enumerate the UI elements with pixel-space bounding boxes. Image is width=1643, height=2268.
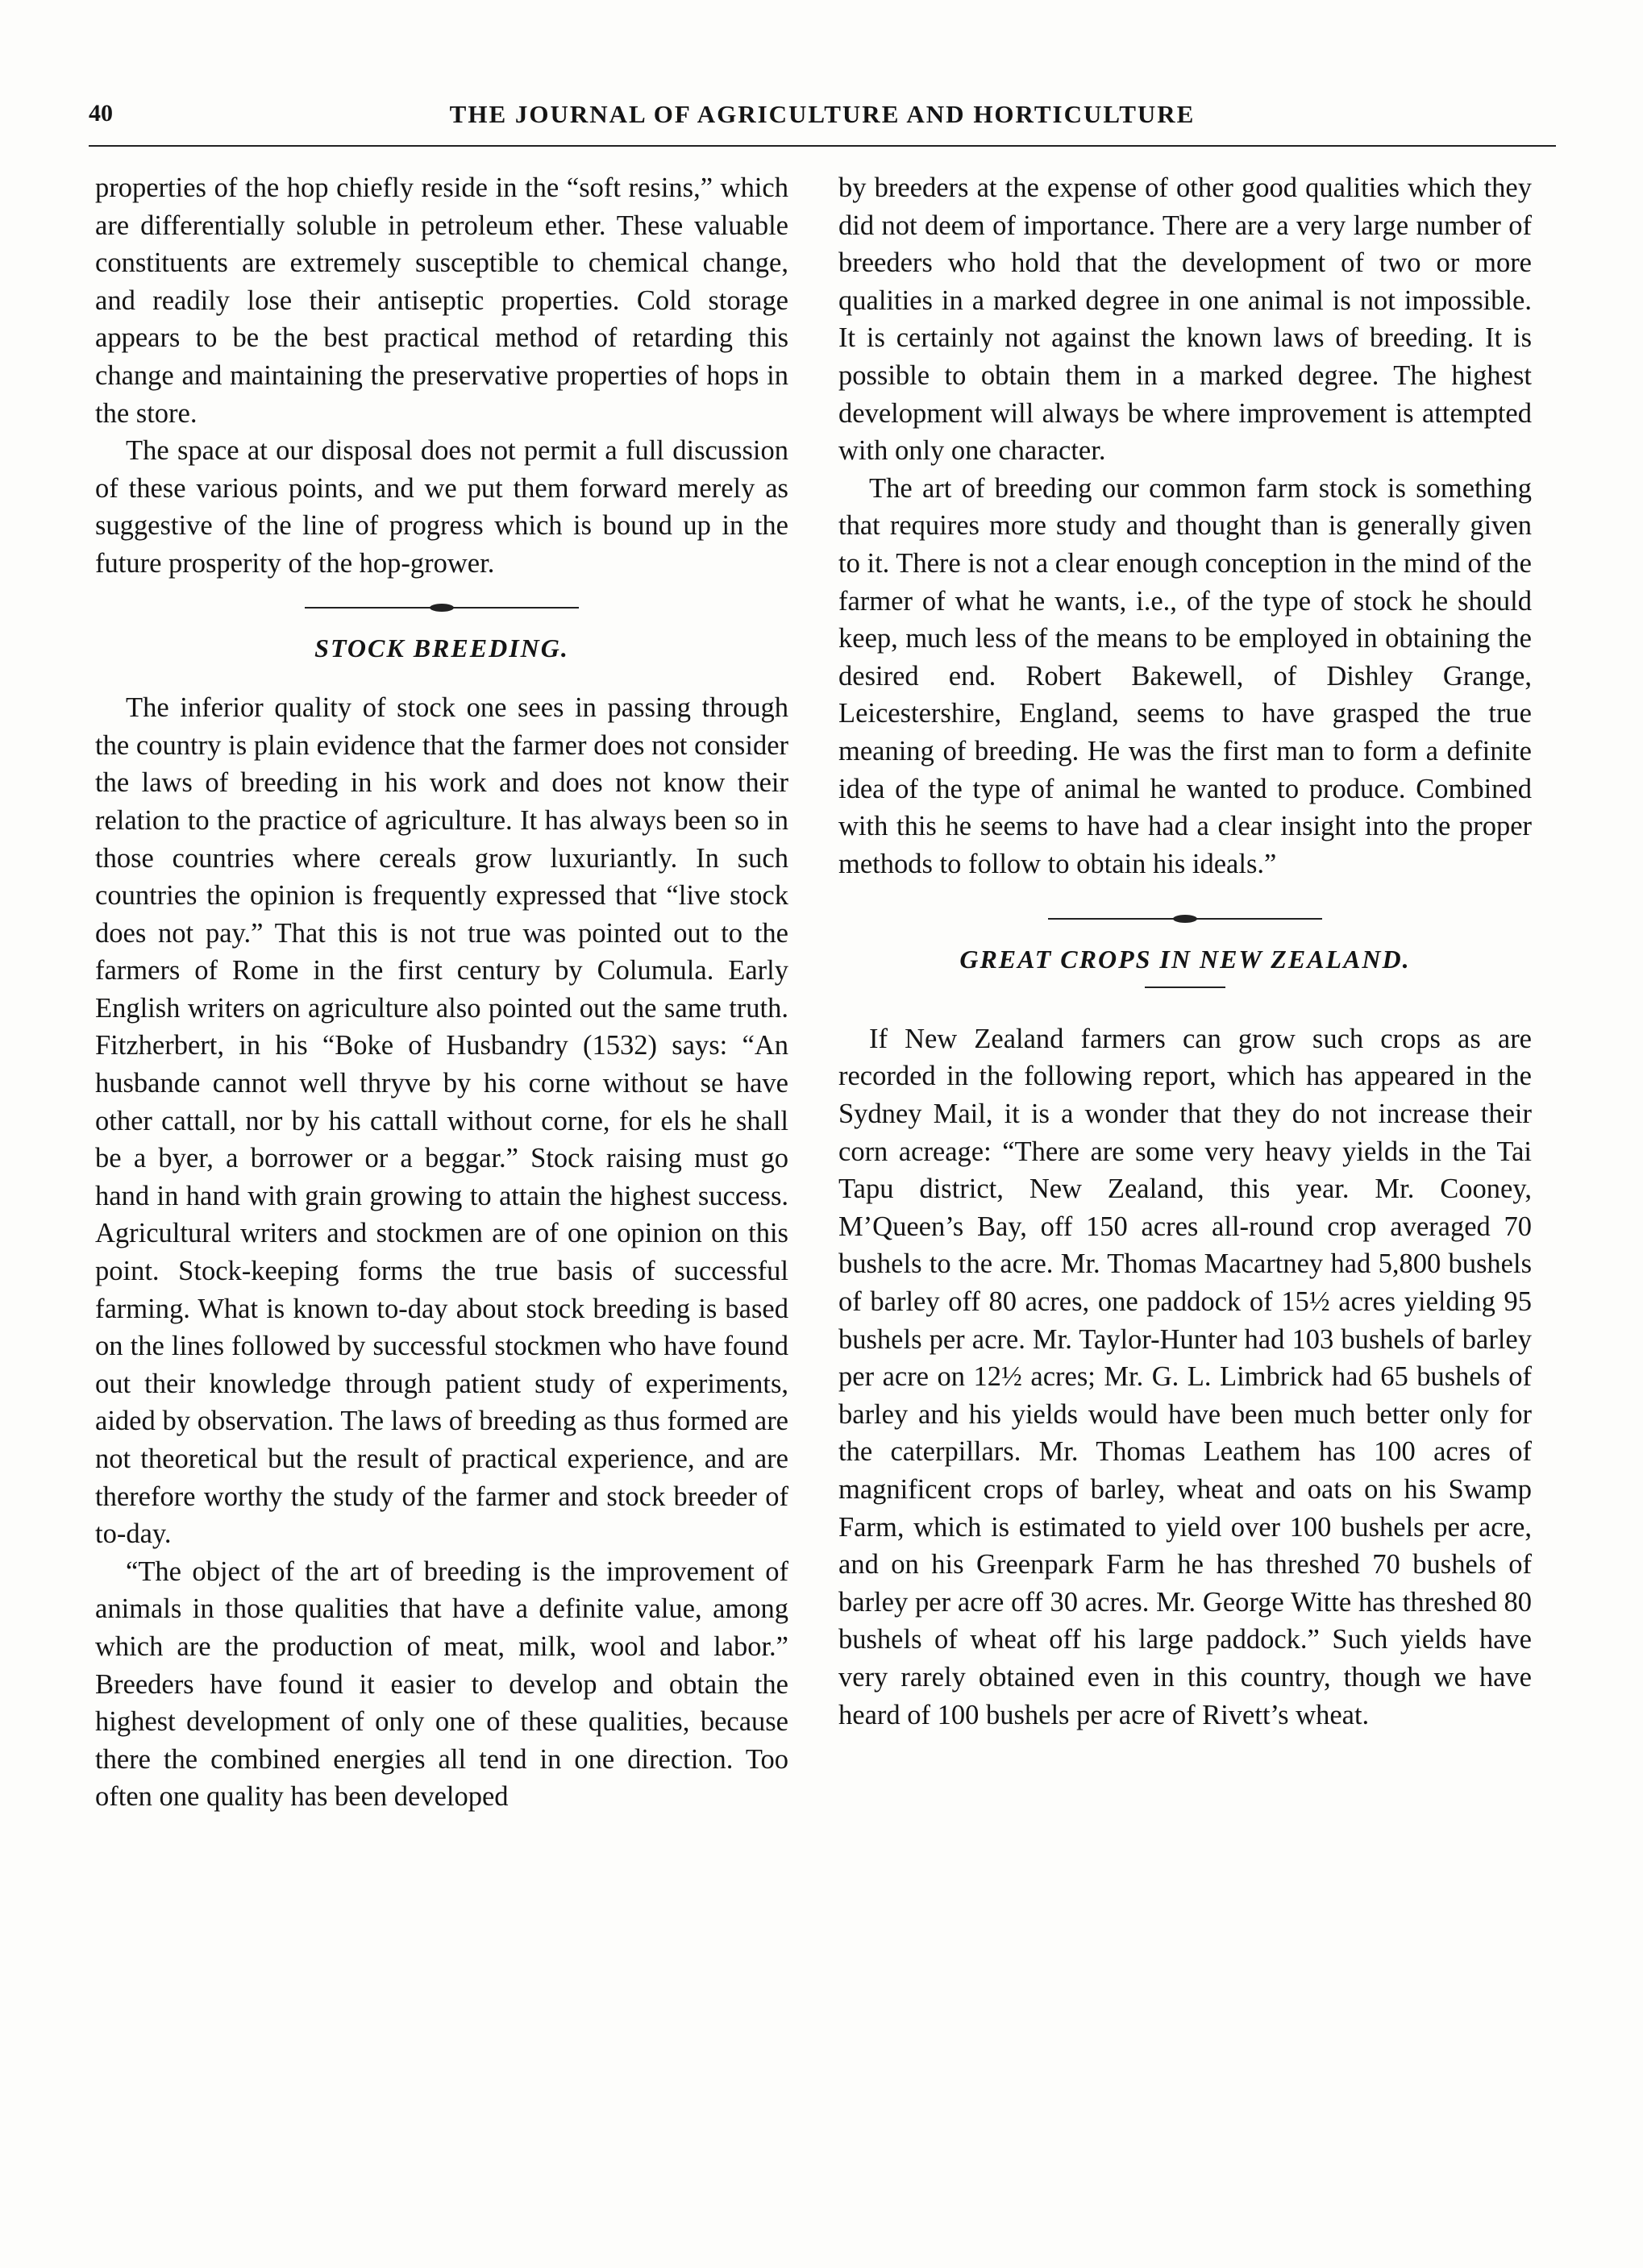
left-column xyxy=(95,169,788,1816)
ornamental-divider xyxy=(1048,915,1322,923)
stock-breeding-paragraph-2: “The object of the art of breeding is the improvement of animals in those qualities that have a definite value, among which are the production of meat, milk, wool and labor.” Breeders have found it easier to develop and obtain the highest development of only one of these qualities, because there the combined energies all tend in one direction. Too often one quality has been developed xyxy=(95,1556,788,1813)
right-column xyxy=(838,169,1532,1734)
running-head xyxy=(89,95,1556,143)
header-rule xyxy=(89,145,1556,147)
journal-title: THE JOURNAL OF AGRICULTURE AND HORTICULTURE xyxy=(449,100,1196,128)
great-crops-heading: GREAT CROPS IN NEW ZEALAND. xyxy=(959,945,1411,974)
hop-article-paragraph-2: The space at our disposal does not permit a full discussion of these various points, and we put them forward merely as suggestive of the line of progress which is bound up in the future prosperity of the hop-grower. xyxy=(95,435,788,579)
hop-article-paragraph-1: properties of the hop chiefly reside in the “soft resins,” which are differentially soluble in petroleum ether. These valuable constituents are extremely susceptible to chemical change, and readily lose their antiseptic properties. Cold storage appears to be the best practical method of retarding this change and maintaining the preservative properties of hops in the store. xyxy=(95,172,788,429)
great-crops-paragraph: If New Zealand farmers can grow such crops as are recorded in the following report, which has appeared in the Sydney Mail, it is a wonder that they do not increase their corn acreage: “There are some very heavy yields in the Tai Tapu district, New Zealand, this year. Mr. Cooney, M’Queen’s Bay, off 150 acres all-round crop averaged 70 bushels to the acre. Mr. Thomas Macartney had 5,800 bushels of barley off 80 acres, one paddock of 15½ acres yielding 95 bushels per acre. Mr. Taylor-Hunter had 103 bushels of barley per acre on 12½ acres; Mr. G. L. Limbrick had 65 bushels of barley and his yields would have been much better only for the caterpillars. Mr. Thomas Leathem has 100 acres of magnificent crops of barley, wheat and oats on his Swamp Farm, which is estimated to yield over 100 bushels per acre, and on his Greenpark Farm he has threshed 70 bushels of barley per acre off 30 acres. Mr. George Witte has threshed 80 bushels of wheat off his large paddock.” Such yields have very rarely obtained even in this country, though we have heard of 100 bushels per acre of Rivett’s wheat. xyxy=(838,1023,1532,1730)
ornamental-divider xyxy=(305,604,579,612)
stock-breeding-paragraph-4: The art of breeding our common farm stock is something that requires more study and thought than is generally given to it. There is not a clear enough conception in the mind of the farmer of what he wants, i.e., of the type of stock he should keep, much less of the means to be employed in obtaining the desired end. Robert Bakewell, of Dishley Grange, Leicestershire, England, seems to have grasped the true meaning of breeding. He was the first man to form a definite idea of the type of animal he wanted to produce. Combined with this he seems to have had a clear insight into the proper methods to follow to obtain his ideals.” xyxy=(838,472,1532,879)
stock-breeding-paragraph-1: The inferior quality of stock one sees in passing through the country is plain evidence that the farmer does not consider the laws of breeding in his work and does not know their relation to the practice of agriculture. It has always been so in those countries where cereals grow luxuriantly. In such countries the opinion is frequently expressed that “live stock does not pay.” That this is not true was pointed out to the farmers of Rome in the first century by Columula. Early English writers on agriculture also pointed out the same truth. Fitzherbert, in his “Boke of Husbandry (1532) says: “An husbande cannot well thryve by his corne without se have other cattall, nor by his cattall without corne, for els he shall be a byer, a borrower or a beggar.” Stock raising must go hand in hand with grain growing to attain the highest success. Agricultural writers and stockmen are of one opinion on this point. Stock-keeping forms the true basis of successful farming. What is known to-day about stock breeding is based on the lines followed by successful stockmen who have found out their knowledge through patient study of experiments, aided by observation. The laws of breeding as thus formed are not theoretical but the result of practical experience, and are therefore worthy the study of the farmer and stock breeder of to-day. xyxy=(95,692,788,1550)
stock-breeding-paragraph-3: by breeders at the expense of other good qualities which they did not deem of importance. There are a very large number of breeders who hold that the development of two or more qualities in a marked degree in one animal is not impossible. It is certainly not against the known laws of breeding. It is possible to obtain them in a marked degree. The highest development will always be where improvement is attempted with only one character. xyxy=(838,172,1532,467)
page-number: 40 xyxy=(89,100,113,127)
short-divider xyxy=(1145,987,1225,988)
stock-breeding-heading: STOCK BREEDING. xyxy=(314,633,569,663)
heading-spacer xyxy=(95,675,788,689)
